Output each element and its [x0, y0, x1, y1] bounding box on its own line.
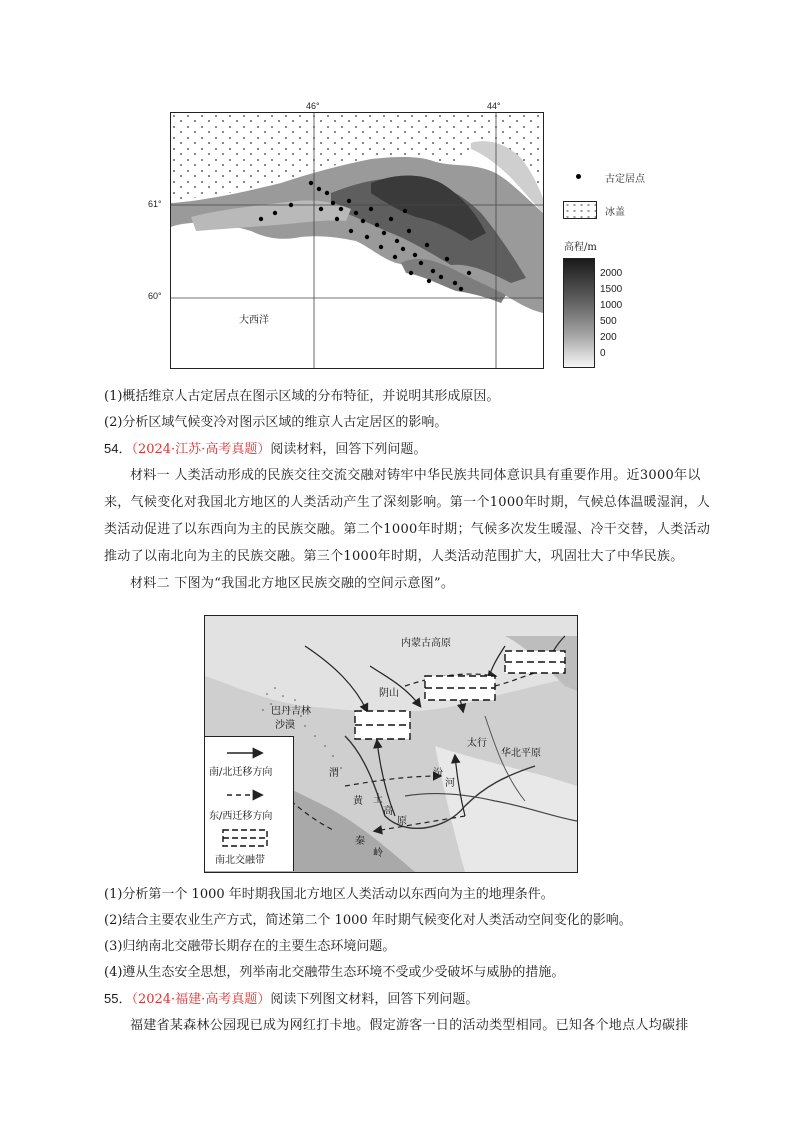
question-number: 55．	[104, 991, 132, 1006]
label-inner-mongolia: 内蒙古高原	[401, 638, 451, 649]
question-54-3: (3)归纳南北交融带长期存在的主要生态环境问题。	[104, 939, 396, 954]
material-one-line: 材料一 人类活动形成的民族交往交流交融对铸牢中华民族共同体意识具有重要作用。近3000年以	[130, 468, 701, 483]
question-number: 54．	[104, 441, 132, 456]
lat-label-61: 61°	[148, 199, 162, 209]
label-huabei: 华北平原	[501, 748, 541, 759]
question-54-2: (2)结合主要农业生产方式，简述第二个 1000 年时期气候变化对人类活动空间变化的影响。	[104, 913, 632, 928]
elevation-tick: 200	[600, 332, 617, 343]
label-yuan: 原	[397, 816, 407, 827]
legend-ns-label: 南/北迁移方向	[209, 767, 273, 778]
ocean-label: 大西洋	[239, 315, 269, 326]
migration-legend	[205, 736, 294, 871]
icecap-legend-label: 冰盖	[605, 207, 625, 218]
label-wei: 渭	[329, 768, 339, 779]
label-gao: 高	[383, 806, 393, 817]
label-desert: 沙漠	[275, 720, 295, 731]
question-source: （2024·江苏·高考真题）	[131, 442, 271, 457]
settlement-legend-label: 古定居点	[605, 174, 645, 185]
material-one-line: 类活动促进了以东西向为主的民族交融。第二个1000年时期；气候多次发生暖湿、冷干交替，人类活动	[104, 522, 711, 537]
label-badain: 巴丹吉林	[271, 706, 311, 717]
label-ling: 岭	[373, 848, 383, 859]
material-one	[104, 462, 724, 570]
label-tu: 土	[373, 794, 383, 805]
question-55-text: 福建省某森林公园现已成为网红打卡地。假定游客一日的活动类型相同。已知各个地点人均碳排	[130, 1018, 689, 1033]
label-huang: 黄	[353, 796, 363, 807]
settlement-legend-dot	[576, 174, 581, 179]
integration-map	[204, 615, 578, 873]
question-55-header	[104, 990, 478, 1009]
material-one-line: 来，气候变化对我国北方地区的人类活动产生了深刻影响。第一个1000年时期，气候总体温暖湿润，人	[104, 495, 711, 510]
label-qin: 秦	[355, 836, 365, 847]
elevation-tick: 0	[600, 348, 606, 359]
lon-label-46: 46°	[306, 101, 320, 111]
material-two: 材料二 下图为“我国北方地区民族交融的空间示意图”。	[130, 576, 455, 591]
elevation-tick: 2000	[600, 268, 623, 279]
question-source: （2024·福建·高考真题）	[131, 992, 271, 1007]
legend-ew-label: 东/西迁移方向	[209, 811, 273, 822]
elevation-color-bar	[563, 258, 595, 368]
elevation-tick: 1000	[600, 300, 623, 311]
lat-label-60: 60°	[148, 291, 162, 301]
legend-belt-label: 南北交融带	[215, 855, 265, 866]
elevation-tick: 1500	[600, 284, 623, 295]
material-one-line: 推动了以南北向为主的民族交融。第三个1000年时期，人类活动范围扩大，巩固壮大了中华民族。	[104, 549, 684, 564]
settlement-map	[170, 112, 544, 369]
elevation-legend-title: 高程/m	[564, 242, 597, 253]
elevation-tick: 500	[600, 316, 617, 327]
question-53-2: (2)分析区域气候变冷对图示区域的维京人古定居区的影响。	[104, 415, 448, 430]
icecap-legend-swatch	[563, 201, 597, 219]
label-taihang: 太行	[467, 738, 487, 749]
question-prompt: 阅读下列图文材料，回答下列问题。	[270, 992, 479, 1007]
question-53-1: (1)概括维京人古定居点在图示区域的分布特征，并说明其形成原因。	[104, 389, 500, 404]
question-prompt: 阅读材料，回答下列问题。	[270, 442, 427, 457]
question-54-header	[104, 440, 426, 459]
question-54-1: (1)分析第一个 1000 年时期我国北方地区人类活动以东西向为主的地理条件。	[104, 887, 554, 902]
label-he: 河	[445, 778, 455, 789]
label-fen: 汾	[433, 768, 443, 779]
question-54-4: (4)遵从生态安全思想，列举南北交融带生态环境不受或少受破坏与威胁的措施。	[104, 965, 565, 980]
lon-label-44: 44°	[487, 101, 501, 111]
label-yinshan: 阴山	[379, 688, 399, 699]
settlement-map-graphic	[171, 113, 543, 368]
